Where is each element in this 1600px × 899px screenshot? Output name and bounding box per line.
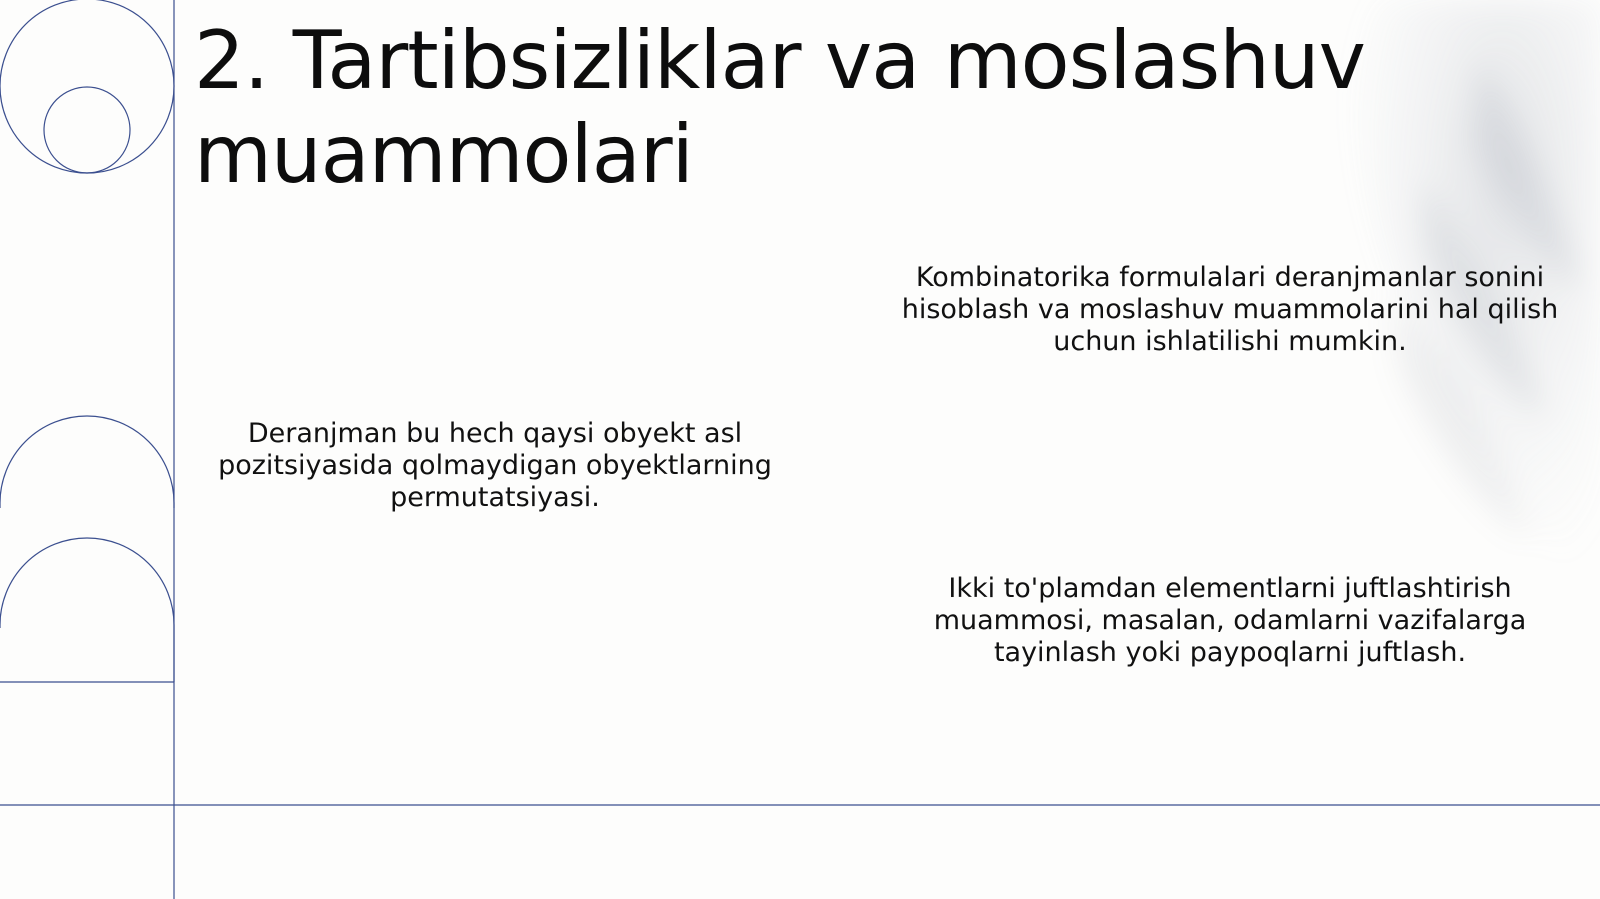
lower-arch-outline: [0, 538, 174, 682]
upper-arch-outline: [0, 416, 174, 508]
small-circle-outline: [44, 87, 130, 173]
derangement-definition-text: Deranjman bu hech qaysi obyekt asl pozitsiyasida qolmaydigan obyektlarning permutatsiyasi.: [218, 418, 772, 513]
formulas-text: Kombinatorika formulalari deranjmanlar sonini hisoblash va moslashuv muammolarini hal qilish uchun ishlatilishi mumkin.: [901, 262, 1559, 357]
matching-problem-text: Ikki to'plamdan elementlarni juftlashtirish muammosi, masalan, odamlarni vazifalarga tayinlash yoki paypoqlarni juftlash.: [933, 573, 1527, 668]
slide-title: 2. Tartibsizliklar va moslashuv muammolari: [194, 14, 1365, 201]
